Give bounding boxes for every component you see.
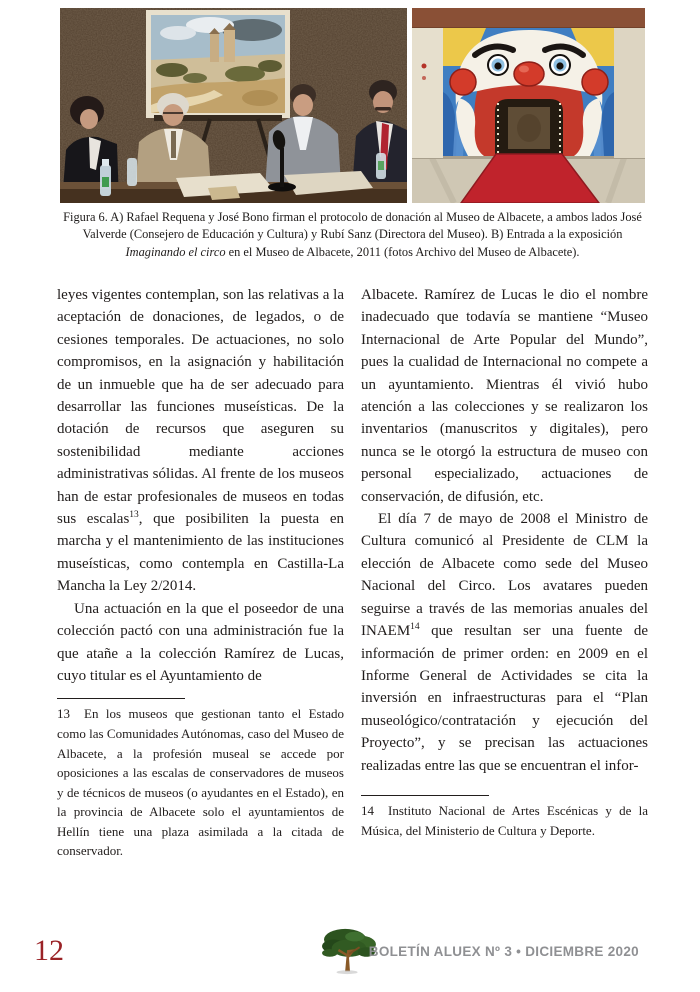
paragraph-right-2: El día 7 de mayo de 2008 el Ministro de Cultura comunicó al Presidente de CLM la elección de Albacete como sede del Museo Nacional del Circo. Los avatares pueden seguirse a través de las memorias anuales del INAEM$^{14}$ que resultan ser una fuente de información de primer orden: en 2009 en el Informe General de Actividades se cita la inversión en infraestructuras para el “Plan museológico/contratación y ejecución del Proyecto”, y se precisan las actuaciones realizadas entre las que se encuentran el infor- (361, 511, 648, 774)
footnote-14-text: 14 Instituto Nacional de Artes Escénicas y de la Música, del Ministerio de Cultura y Deporte. (361, 802, 648, 838)
footnote-ref-13: 13 (129, 510, 139, 521)
caption-lead: Figura 6. A) Rafael Requena y José Bono firman el protocolo de donación al Museo de Albacete, a ambos lados José Valverde (Consejero de Educación y Cultura) y Rubí Sanz (Directora del Museo). B) Entrada a la exposición (63, 210, 642, 242)
column-right (361, 284, 648, 861)
paragraph-left-1: leyes vigentes contemplan, son las relativas a la aceptación de donaciones, de legados, o de cesiones temporales. De actuaciones, no solo compromisos, en la asignación y habilitación de un inmueble que ha de ser adecuado para desarrollar las funciones museísticas. De la dotación de recursos que aseguren su sostenibilidad mediante acciones administrativas sólidas. Al frente de los museos han de estar profesionales de museos en todas sus escalas$^{13}$, que posibiliten la puesta en marcha y el mantenimiento de las instituciones museísticas, como contempla en Castilla-La Mancha la Ley 2/2014. (57, 287, 344, 595)
footnote-14-number: 14 (361, 802, 374, 818)
footnote-13-number: 13 (57, 706, 70, 722)
paragraph-right-1: Albacete. Ramírez de Lucas le dio el nombre inadecuado que todavía se mantiene “Museo Internacional de Arte Popular del Mundo”, pues la cualidad de Internacional no compete a un ayuntamiento. Mientras él vivió hubo atención a las colecciones y se realizaron los inventarios (manuscritos y digitales), pero nunca se le otorgó la estructura de museo con personal especializado, actuaciones de conservación, de difusión, etc. (361, 287, 648, 505)
footnote-14 (361, 795, 648, 840)
column-left (57, 284, 344, 861)
footer-journal-title: BOLETÍN ALUEX Nº 3 • DICIEMBRE 2020 (368, 944, 639, 959)
page-number: 12 (34, 934, 64, 967)
footnote-ref-14: 14 (410, 622, 420, 633)
footnote-13 (57, 698, 344, 861)
footnote-rule (361, 795, 489, 796)
body-columns (57, 284, 648, 861)
figure-caption (60, 209, 645, 261)
paragraph-left-2: Una actuación en la que el poseedor de una colección pactó con una administración fue la que atañe a la colección Ramírez de Lucas, cuyo titular es el Ayuntamiento de (57, 600, 344, 684)
footnote-rule (57, 698, 185, 699)
figure-photos (60, 8, 645, 203)
footnote-13-text: 13 En los museos que gestionan tanto el Estado como las Comunidades Autónomas, caso del Museo de Albacete, a la profesión museal se accede por oposiciones a las escalas de conservadores de museos y de técnicos de museos (o ayudantes en el Estado), en la provincia de Albacete solo el ayuntamientos de Hellín tiene una plaza asimilada a la citada de conservador. (57, 706, 344, 859)
photo-signing-ceremony (60, 8, 407, 203)
caption-tail: en el Museo de Albacete, 2011 (fotos Archivo del Museo de Albacete). (225, 244, 580, 259)
photo-clown-entrance (412, 8, 645, 203)
photo-signing-ceremony-art (60, 8, 407, 203)
caption-italic-title: Imaginando el circo (125, 244, 226, 259)
photo-clown-entrance-art (412, 8, 645, 203)
